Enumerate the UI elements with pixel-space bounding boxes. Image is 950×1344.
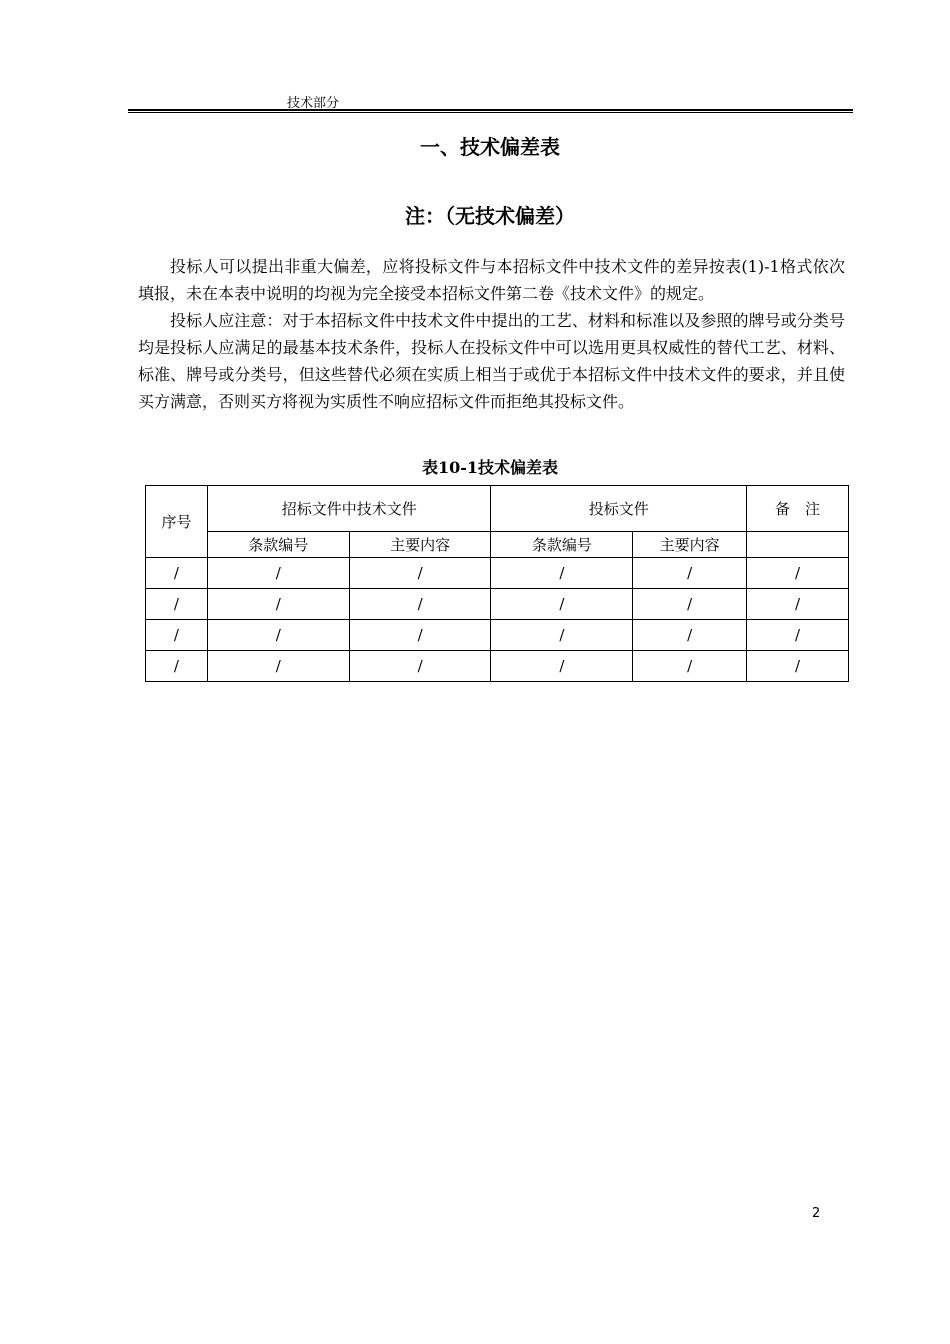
table-subheader-row — [146, 532, 849, 558]
table-cell: / — [747, 558, 849, 589]
table-cell: / — [491, 558, 633, 589]
header-remarks: 备 注 — [747, 486, 849, 532]
table-cell: / — [349, 589, 491, 620]
header-seq: 序号 — [146, 486, 208, 558]
table-header-row — [146, 486, 849, 532]
table-row — [146, 620, 849, 651]
header-rule — [128, 109, 853, 113]
table-cell: / — [207, 620, 349, 651]
header-main-content: 主要内容 — [633, 532, 747, 558]
deviation-table — [145, 485, 849, 682]
table-cell: / — [491, 651, 633, 682]
table-cell: / — [633, 651, 747, 682]
table-cell: / — [146, 651, 208, 682]
header-bid-doc: 投标文件 — [491, 486, 747, 532]
header-clause-no: 条款编号 — [207, 532, 349, 558]
table-cell: / — [633, 558, 747, 589]
table-caption: 表10-1技术偏差表 — [421, 458, 559, 477]
table-cell: / — [207, 589, 349, 620]
page-number: 2 — [812, 1206, 821, 1221]
table-cell: / — [747, 651, 849, 682]
table-cell: / — [349, 620, 491, 651]
header-tender-doc: 招标文件中技术文件 — [207, 486, 491, 532]
table-cell: / — [146, 589, 208, 620]
table-cell: / — [349, 558, 491, 589]
header-main-content: 主要内容 — [349, 532, 491, 558]
paragraph: 投标人可以提出非重大偏差，应将投标文件与本招标文件中技术文件的差异按表(1)-1格式依次填报，未在本表中说明的均视为完全接受本招标文件第二卷《技术文件》的规定。 — [138, 257, 845, 303]
table-cell: / — [491, 620, 633, 651]
header-remarks-empty — [747, 532, 849, 558]
body-text — [138, 253, 845, 415]
table-cell: / — [207, 651, 349, 682]
table-cell: / — [146, 558, 208, 589]
table-cell: / — [349, 651, 491, 682]
header-clause-no: 条款编号 — [491, 532, 633, 558]
table-cell: / — [207, 558, 349, 589]
table-cell: / — [747, 589, 849, 620]
running-header: 技术部分 — [287, 96, 340, 111]
paragraph: 投标人应注意：对于本招标文件中技术文件中提出的工艺、材料和标准以及参照的牌号或分类号均是投标人应满足的最基本技术条件，投标人在投标文件中可以选用更具权威性的替代工艺、材料、标准、牌号或分类号，但这些替代必须在实质上相当于或优于本招标文件中技术文件的要求，并且使买方满意，否则买方将视为实质性不响应招标文件而拒绝其投标文件。 — [138, 311, 845, 411]
table-cell: / — [633, 620, 747, 651]
table-cell: / — [146, 620, 208, 651]
table-cell: / — [633, 589, 747, 620]
section-title: 一、技术偏差表 — [420, 135, 560, 159]
table-cell: / — [747, 620, 849, 651]
table-row — [146, 589, 849, 620]
table-row — [146, 651, 849, 682]
table-row — [146, 558, 849, 589]
table-cell: / — [491, 589, 633, 620]
section-note: 注：（无技术偏差） — [405, 204, 575, 228]
